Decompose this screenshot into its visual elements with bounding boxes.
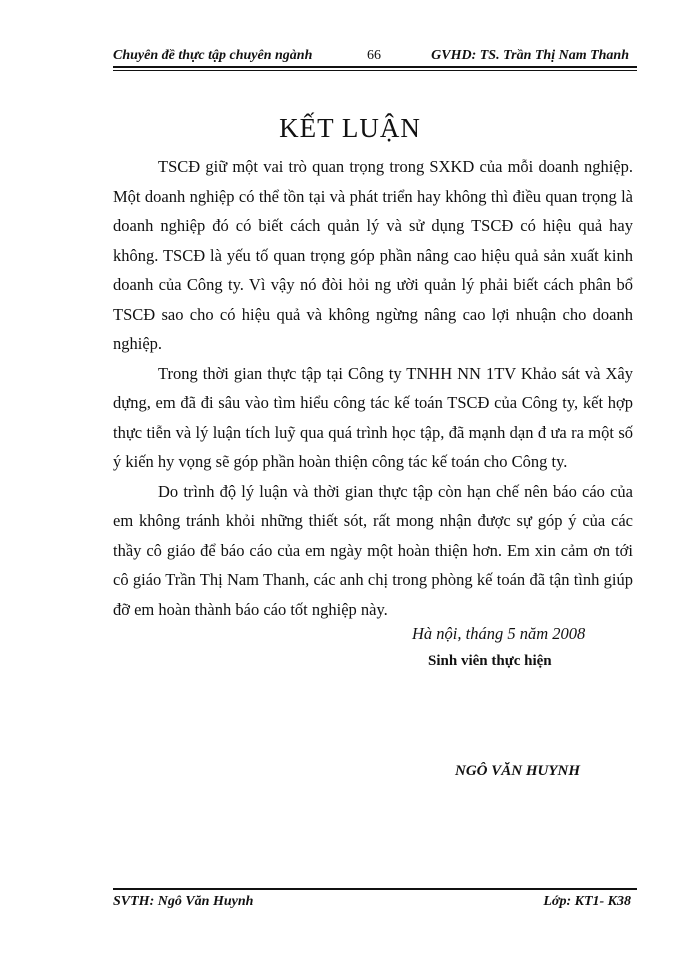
- signature-role: Sinh viên thực hiện: [428, 653, 552, 669]
- page-footer: [113, 894, 637, 914]
- body-text: [113, 152, 633, 624]
- page-header: [113, 48, 637, 68]
- footer-rule: [113, 888, 637, 890]
- page-title: KẾT LUẬN: [279, 113, 421, 143]
- signature-name: NGÔ VĂN HUYNH: [455, 763, 581, 779]
- paragraph-1: TSCĐ giữ một vai trò quan trọng trong SXKD của mỗi doanh nghiệp. Một doanh nghiệp có thể tồn tại và phát triển hay không thì điều quan trọng là doanh nghiệp đó có biết cách quản lý và sử dụng TSCĐ có hiệu quả hay không. TSCĐ là yếu tố quan trọng góp phần nâng cao hiệu quả sản xuất kinh doanh của Công ty. Vì vậy nó đòi hỏi ng ười quản lý phải biết cách phân bổ TSCĐ sao cho có hiệu quả và không ngừng nâng cao lợi nhuận cho doanh nghiệp.: [113, 157, 633, 353]
- header-supervisor: GVHD: TS. Trần Thị Nam Thanh: [431, 48, 629, 63]
- footer-student: SVTH: Ngô Văn Huynh: [113, 894, 254, 909]
- signature-place-date: Hà nội, tháng 5 năm 2008: [412, 624, 586, 643]
- header-course-title: Chuyên đề thực tập chuyên ngành: [113, 48, 313, 63]
- footer-class: Lớp: KT1- K38: [543, 894, 631, 909]
- header-rule-thin: [113, 70, 637, 71]
- paragraph-3: Do trình độ lý luận và thời gian thực tập còn hạn chế nên báo cáo của em không tránh khỏi những thiết sót, rất mong nhận được sự góp ý của các thầy cô giáo để báo cáo của em ngày một hoàn thiện hơn. Em xin cảm ơn tới cô giáo Trần Thị Nam Thanh, các anh chị trong phòng kế toán đã tận tình giúp đỡ em hoàn thành báo cáo tốt nghiệp này.: [113, 481, 633, 619]
- paragraph-2: Trong thời gian thực tập tại Công ty TNHH NN 1TV Khảo sát và Xây dựng, em đã đi sâu vào tìm hiểu công tác kế toán TSCĐ của Công ty, kết hợp thực tiễn và lý luận tích luỹ qua quá trình học tập, đã mạnh dạn đ ưa ra một số ý kiến hy vọng sẽ góp phần hoàn thiện công tác kế toán cho Công ty.: [113, 363, 633, 471]
- header-page-number: 66: [367, 48, 381, 63]
- header-rule-thick: [113, 66, 637, 68]
